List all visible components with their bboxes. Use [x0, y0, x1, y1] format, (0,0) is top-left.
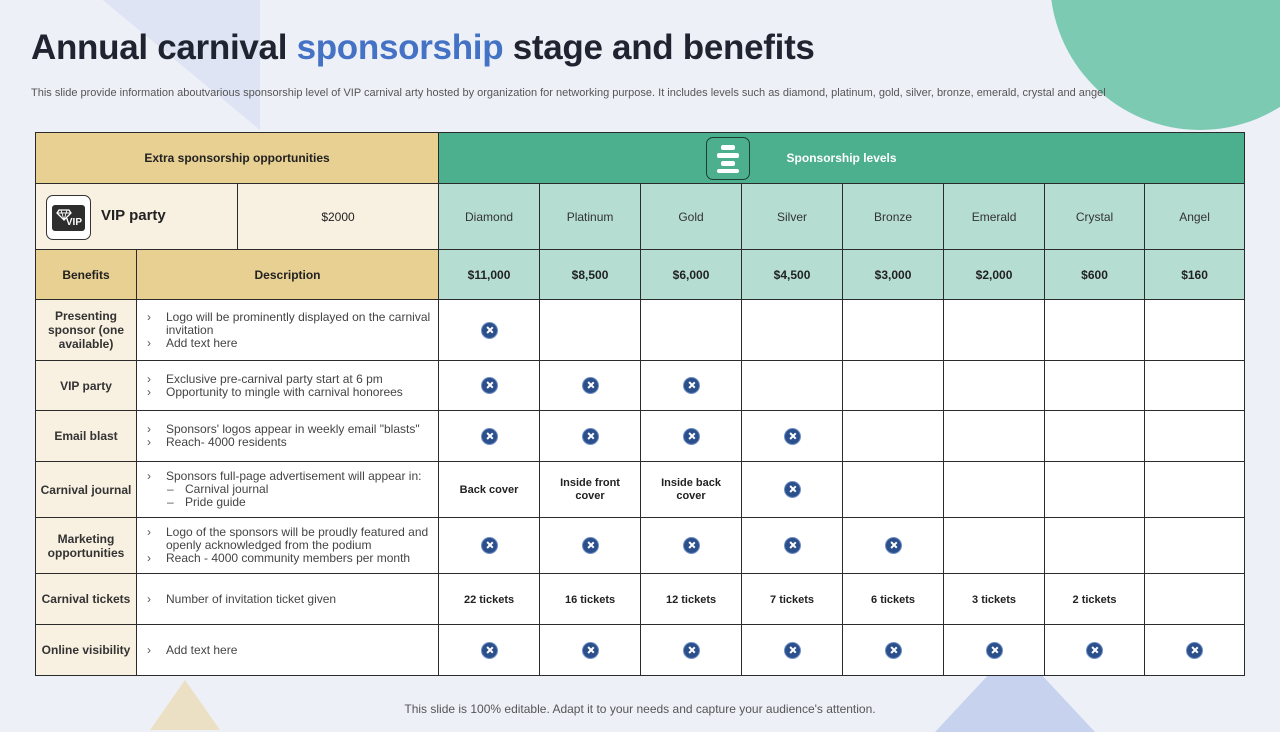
benefit-row [36, 518, 1245, 574]
level-cell-crystal [1045, 300, 1145, 361]
level-cell-silver [742, 361, 843, 411]
benefit-name: VIP party [36, 361, 137, 411]
benefit-name: Marketing opportunities [36, 518, 137, 574]
x-circle-icon [683, 377, 700, 394]
level-cell-text: Inside back cover [661, 476, 721, 502]
level-name-crystal: Crystal [1045, 184, 1145, 250]
level-cell-emerald [944, 518, 1045, 574]
level-cell-bronze [843, 411, 944, 462]
level-cell-text: 16 tickets [564, 593, 616, 606]
level-cell-angel [1145, 462, 1245, 518]
x-circle-icon [986, 642, 1003, 659]
level-cell-platinum [540, 574, 641, 625]
benefits-column-header: Benefits [36, 250, 137, 300]
level-cell-bronze [843, 518, 944, 574]
description-item: › Sponsors full-page advertisement will appear in: [147, 470, 432, 483]
level-cell-emerald [944, 411, 1045, 462]
level-cell-silver [742, 462, 843, 518]
level-cell-bronze [843, 574, 944, 625]
x-circle-icon [582, 537, 599, 554]
x-circle-icon [784, 642, 801, 659]
description-item: › Exclusive pre-carnival party start at 6 pm [147, 373, 432, 386]
benefit-description [137, 574, 439, 625]
level-cell-platinum [540, 518, 641, 574]
level-cell-angel [1145, 300, 1245, 361]
description-item: › Add text here [147, 337, 432, 350]
x-circle-icon [784, 481, 801, 498]
vip-party-cell [36, 184, 238, 250]
vip-party-price: $2000 [238, 184, 439, 250]
x-circle-icon [481, 322, 498, 339]
title-part-1: Annual carnival [31, 28, 297, 67]
level-cell-text: 22 tickets [463, 593, 515, 606]
level-cell-diamond [439, 361, 540, 411]
level-name-platinum: Platinum [540, 184, 641, 250]
level-name-gold: Gold [641, 184, 742, 250]
benefit-description [137, 411, 439, 462]
level-cell-crystal [1045, 411, 1145, 462]
level-cell-bronze [843, 462, 944, 518]
level-name-silver: Silver [742, 184, 843, 250]
slide-subtitle: This slide provide information aboutvarious sponsorship level of VIP carnival arty hosted by organization for networking purpose. It includes levels such as diamond, platinum, gold, silver, bronze, emerald, crystal and angel [31, 87, 1106, 99]
level-cell-bronze [843, 300, 944, 361]
level-cell-emerald [944, 574, 1045, 625]
level-cell-crystal [1045, 462, 1145, 518]
level-cell-diamond [439, 462, 540, 518]
level-cell-silver [742, 625, 843, 676]
level-cell-silver [742, 518, 843, 574]
level-price-diamond: $11,000 [439, 250, 540, 300]
level-cell-gold [641, 518, 742, 574]
benefit-name: Presenting sponsor (one available) [36, 300, 137, 361]
x-circle-icon [1086, 642, 1103, 659]
benefit-row [36, 300, 1245, 361]
slide-title [31, 28, 815, 68]
x-circle-icon [481, 537, 498, 554]
sponsorship-table [35, 132, 1245, 676]
level-name-emerald: Emerald [944, 184, 1045, 250]
x-circle-icon [481, 642, 498, 659]
benefit-row [36, 361, 1245, 411]
level-cell-platinum [540, 361, 641, 411]
benefit-name: Email blast [36, 411, 137, 462]
benefit-row [36, 411, 1245, 462]
level-cell-gold [641, 411, 742, 462]
benefit-description [137, 462, 439, 518]
level-cell-text: 2 tickets [1072, 593, 1117, 606]
vip-gem-icon [46, 195, 91, 240]
decorative-circle-top-right [1050, 0, 1280, 130]
level-cell-text: Inside front cover [560, 476, 620, 502]
level-cell-angel [1145, 411, 1245, 462]
level-cell-platinum [540, 300, 641, 361]
description-item: › Sponsors' logos appear in weekly email "blasts" [147, 423, 432, 436]
sponsorship-levels-header [439, 133, 1245, 184]
level-cell-crystal [1045, 361, 1145, 411]
level-cell-emerald [944, 625, 1045, 676]
level-cell-silver [742, 411, 843, 462]
level-cell-crystal [1045, 518, 1145, 574]
x-circle-icon [481, 377, 498, 394]
benefit-row [36, 625, 1245, 676]
x-circle-icon [582, 642, 599, 659]
benefit-row [36, 462, 1245, 518]
level-cell-angel [1145, 625, 1245, 676]
level-price-bronze: $3,000 [843, 250, 944, 300]
description-item: › Reach- 4000 residents [147, 436, 432, 449]
level-price-crystal: $600 [1045, 250, 1145, 300]
level-price-silver: $4,500 [742, 250, 843, 300]
footer-note: This slide is 100% editable. Adapt it to your needs and capture your audience's attention. [404, 702, 876, 716]
benefit-description [137, 625, 439, 676]
x-circle-icon [481, 428, 498, 445]
x-circle-icon [1186, 642, 1203, 659]
level-price-angel: $160 [1145, 250, 1245, 300]
description-sub-item: – Carnival journal [147, 483, 432, 496]
level-cell-crystal [1045, 625, 1145, 676]
level-cell-emerald [944, 361, 1045, 411]
x-circle-icon [582, 377, 599, 394]
level-name-diamond: Diamond [439, 184, 540, 250]
level-cell-text: 3 tickets [972, 593, 1017, 606]
x-circle-icon [784, 537, 801, 554]
description-item: › Reach - 4000 community members per month [147, 552, 432, 565]
benefit-name: Online visibility [36, 625, 137, 676]
benefit-description [137, 518, 439, 574]
level-cell-gold [641, 574, 742, 625]
level-cell-text: 7 tickets [770, 593, 815, 606]
level-cell-gold [641, 300, 742, 361]
x-circle-icon [683, 428, 700, 445]
level-cell-silver [742, 300, 843, 361]
vip-party-label: VIP party [101, 207, 166, 224]
benefit-name: Carnival journal [36, 462, 137, 518]
x-circle-icon [885, 537, 902, 554]
level-cell-angel [1145, 361, 1245, 411]
description-column-header: Description [137, 250, 439, 300]
description-item: › Number of invitation ticket given [147, 593, 432, 606]
description-item: › Logo of the sponsors will be proudly featured and openly acknowledged from the podium [147, 526, 432, 552]
benefit-row [36, 574, 1245, 625]
level-cell-emerald [944, 300, 1045, 361]
level-cell-silver [742, 574, 843, 625]
description-item: › Opportunity to mingle with carnival honorees [147, 386, 432, 399]
level-price-emerald: $2,000 [944, 250, 1045, 300]
level-cell-diamond [439, 300, 540, 361]
x-circle-icon [683, 537, 700, 554]
stacked-bars-icon [706, 137, 750, 180]
description-item: › Logo will be prominently displayed on the carnival invitation [147, 311, 432, 337]
x-circle-icon [683, 642, 700, 659]
benefit-name: Carnival tickets [36, 574, 137, 625]
level-cell-platinum [540, 462, 641, 518]
level-cell-gold [641, 361, 742, 411]
level-cell-text: 12 tickets [665, 593, 717, 606]
description-item: › Add text here [147, 644, 432, 657]
level-cell-bronze [843, 625, 944, 676]
level-cell-gold [641, 625, 742, 676]
level-price-platinum: $8,500 [540, 250, 641, 300]
benefit-description [137, 300, 439, 361]
level-cell-diamond [439, 411, 540, 462]
vip-icon-text: VIP [65, 216, 82, 228]
level-price-gold: $6,000 [641, 250, 742, 300]
level-cell-platinum [540, 411, 641, 462]
level-cell-angel [1145, 518, 1245, 574]
x-circle-icon [784, 428, 801, 445]
description-sub-item: – Pride guide [147, 496, 432, 509]
benefit-description [137, 361, 439, 411]
level-cell-bronze [843, 361, 944, 411]
level-cell-crystal [1045, 574, 1145, 625]
x-circle-icon [582, 428, 599, 445]
level-cell-gold [641, 462, 742, 518]
level-cell-emerald [944, 462, 1045, 518]
level-name-angel: Angel [1145, 184, 1245, 250]
x-circle-icon [885, 642, 902, 659]
level-cell-text: Back cover [459, 484, 519, 496]
title-part-2: stage and benefits [503, 28, 815, 67]
title-highlight: sponsorship [296, 28, 504, 67]
extra-opportunities-header: Extra sponsorship opportunities [36, 133, 439, 184]
level-cell-text: 6 tickets [871, 593, 916, 606]
level-cell-diamond [439, 574, 540, 625]
sponsorship-levels-label: Sponsorship levels [786, 151, 897, 165]
level-cell-platinum [540, 625, 641, 676]
level-cell-diamond [439, 625, 540, 676]
level-cell-diamond [439, 518, 540, 574]
level-name-bronze: Bronze [843, 184, 944, 250]
level-cell-angel [1145, 574, 1245, 625]
